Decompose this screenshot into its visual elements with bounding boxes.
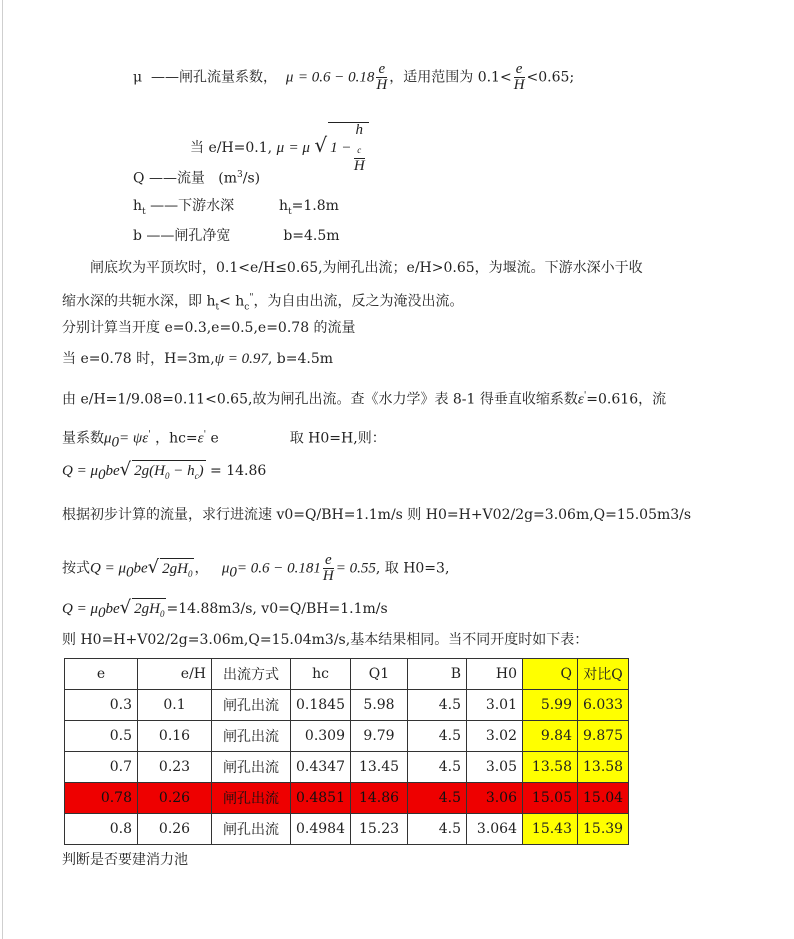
- table-row-highlighted: [65, 783, 629, 814]
- cell: 4.5: [408, 721, 467, 752]
- cell: 15.04: [578, 783, 629, 814]
- v0-line: 根据初步计算的流量，求行进流速 v0=Q/BH=1.1m/s 则 H0=H+V02/2g=3.06m,Q=15.05m3/s: [62, 507, 692, 523]
- cell: 4.5: [408, 690, 467, 721]
- table-row: [65, 721, 629, 752]
- th-mode: 出流方式: [212, 659, 291, 690]
- cell: 闸孔出流: [212, 752, 291, 783]
- final-line: 判断是否要建消力池: [62, 852, 188, 868]
- cell: 9.875: [578, 721, 629, 752]
- cell: 4.5: [408, 814, 467, 845]
- th-b: B: [408, 659, 467, 690]
- table-header-row: [65, 659, 629, 690]
- cell: 0.78: [65, 783, 138, 814]
- cell: 4.5: [408, 783, 467, 814]
- cell: 3.064: [467, 814, 523, 845]
- cell: 4.5: [408, 752, 467, 783]
- paragraph-line2: 缩水深的共轭水深，即 $h_t< h_c^"$，为自由出流，反之为淹没出流。: [62, 293, 464, 313]
- cell: 5.99: [523, 690, 578, 721]
- cell: 0.26: [138, 783, 212, 814]
- cell: 0.7: [65, 752, 138, 783]
- th-h0: H0: [467, 659, 523, 690]
- th-compare-q: 对比Q: [578, 659, 629, 690]
- mu-definition: μ ——闸孔流量系数， μ = 0.6 − 0.18 $\frac{e}{H}$ ，适用范围为 0.1< $\frac{e}{H}$ <0.65;: [133, 61, 575, 93]
- cell: 14.86: [351, 783, 408, 814]
- cell: 15.39: [578, 814, 629, 845]
- cell: 0.309: [291, 721, 351, 752]
- cell: 3.02: [467, 721, 523, 752]
- formula-q1: $Q = \mu_0be√$ $2g(H_0 - h_c) = 14.86$: [62, 460, 266, 486]
- cell: 0.4347: [291, 752, 351, 783]
- check-line: 由 e/H=1/9.08=0.11<0.65,故为闸孔出流。查《水力学》表 8-1 得垂直收缩系数ε'=0.616，流: [62, 391, 667, 408]
- results-table: [64, 658, 629, 845]
- cell: 3.06: [467, 783, 523, 814]
- coef-line: 量系数$\mu_0= \psi\varepsilon'$ ，hc=ε' e 取 H0=H,则：: [62, 430, 386, 451]
- cell: 0.26: [138, 814, 212, 845]
- cell: 0.3: [65, 690, 138, 721]
- cell: 闸孔出流: [212, 690, 291, 721]
- cell: 3.01: [467, 690, 523, 721]
- cell: 13.58: [578, 752, 629, 783]
- formula-q2: 按式$Q = \mu_0be√$ $2gH_0$ ， $\mu_0= 0.6 - 0.181$ $\frac{e}{H}$ = 0.55, 取 H0=3,: [62, 552, 450, 584]
- th-hc: hc: [291, 659, 351, 690]
- cell: 0.4851: [291, 783, 351, 814]
- cell: 15.05: [523, 783, 578, 814]
- cell: 0.8: [65, 814, 138, 845]
- formula-q3: $Q = \mu_0be√$ $2gH_0 =14.88m3/s$, v0=Q/BH=1.1m/s: [62, 598, 388, 624]
- th-eh: e/H: [138, 659, 212, 690]
- q-definition: Q ——流量 $(m^3/s)$: [133, 170, 261, 187]
- cell: 13.58: [523, 752, 578, 783]
- cell: 0.1: [138, 690, 212, 721]
- cell: 0.4984: [291, 814, 351, 845]
- cell: 0.23: [138, 752, 212, 783]
- cell: 13.45: [351, 752, 408, 783]
- cell: 0.5: [65, 721, 138, 752]
- cell: 6.033: [578, 690, 629, 721]
- table-row: [65, 752, 629, 783]
- table-row: [65, 690, 629, 721]
- cell: 闸孔出流: [212, 814, 291, 845]
- cell: 0.1845: [291, 690, 351, 721]
- cell: 闸孔出流: [212, 721, 291, 752]
- cell: 9.84: [523, 721, 578, 752]
- result-line: 则 H0=H+V02/2g=3.06m,Q=15.04m3/s,基本结果相同。当不同开度时如下表：: [62, 632, 589, 648]
- th-q: Q: [523, 659, 578, 690]
- th-q1: Q1: [351, 659, 408, 690]
- b-definition: b ——闸孔净宽 b=4.5m: [133, 228, 340, 244]
- th-e: e: [65, 659, 138, 690]
- paragraph-line1: 闸底坎为平顶坎时，0.1<e/H≤0.65,为闸孔出流；e/H>0.65，为堰流。下游水深小于收: [90, 260, 643, 276]
- cell: 15.23: [351, 814, 408, 845]
- mu-condition: 当 e/H=0.1, μ = μ √ 1 − h $_c$ H: [190, 122, 369, 174]
- cell: 3.05: [467, 752, 523, 783]
- calc-line: 分别计算当开度 e=0.3,e=0.5,e=0.78 的流量: [62, 320, 356, 336]
- cell: 15.43: [523, 814, 578, 845]
- cell: 5.98: [351, 690, 408, 721]
- ht-definition: $h_t$ ——下游水深 $h_t=1.8m$: [133, 198, 339, 217]
- cell: 9.79: [351, 721, 408, 752]
- cell: 0.16: [138, 721, 212, 752]
- cell: 闸孔出流: [212, 783, 291, 814]
- e078-line: 当 e=0.78 时，H=3m,ψ = 0.97, b=4.5m: [62, 351, 334, 367]
- table-row: [65, 814, 629, 845]
- page-edge: [2, 0, 3, 939]
